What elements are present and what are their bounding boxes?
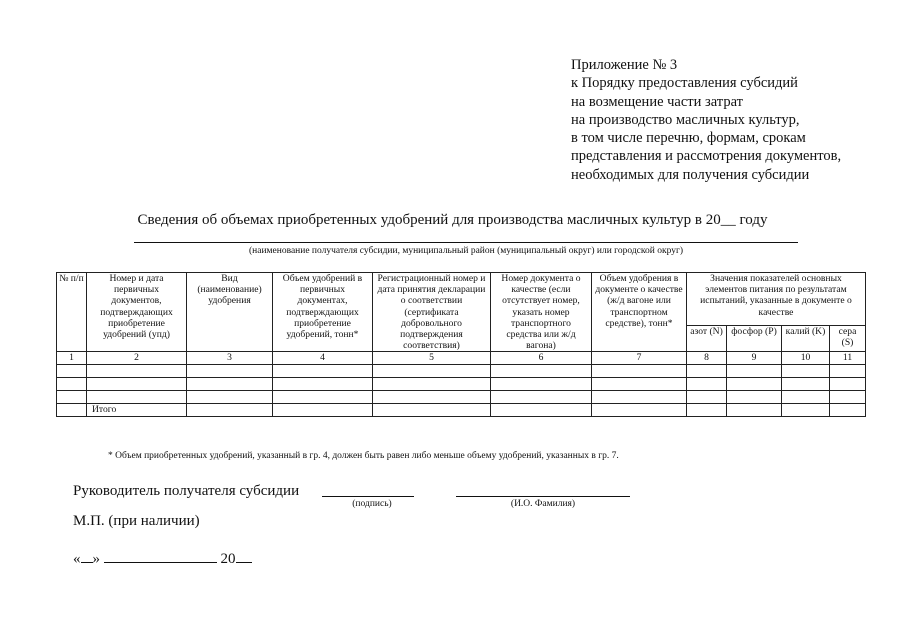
header-quality-volume: Объем удобрения в документе о качестве (ж/д вагоне или транспортном средстве), тонн* — [592, 273, 687, 352]
table-cell — [830, 378, 866, 391]
table-cell — [830, 391, 866, 404]
table-cell — [592, 378, 687, 391]
header-doc: Номер и дата первичных документов, подтверждающих приобретение удобрений (упд) — [87, 273, 187, 352]
table-cell — [57, 378, 87, 391]
appendix-block — [571, 56, 841, 184]
table-cell — [592, 404, 687, 417]
date-open-quote: « — [73, 551, 81, 567]
column-number: 7 — [592, 352, 687, 365]
header-volume: Объем удобрений в первичных документах, подтверждающих приобретение удобрений, тонн* — [273, 273, 373, 352]
day-blank — [81, 547, 93, 563]
table-cell — [373, 404, 491, 417]
table-cell — [273, 391, 373, 404]
table-cell — [87, 391, 187, 404]
table-cell — [187, 404, 273, 417]
appendix-line: необходимых для получения субсидии — [571, 166, 810, 183]
signature-label: Руководитель получателя субсидии — [73, 483, 300, 499]
table-cell — [273, 404, 373, 417]
table-cell — [187, 378, 273, 391]
header-phosphorus: фосфор (P) — [727, 325, 782, 352]
date-field — [73, 547, 252, 568]
table-cell — [373, 365, 491, 378]
signature-caption: (подпись) — [352, 499, 392, 509]
column-number: 4 — [273, 352, 373, 365]
table-cell — [830, 365, 866, 378]
table-row — [57, 378, 866, 391]
table-cell — [727, 404, 782, 417]
table-cell — [727, 365, 782, 378]
table-cell — [491, 378, 592, 391]
header-sulfur: сера (S) — [830, 325, 866, 352]
table-cell — [592, 365, 687, 378]
table-cell — [687, 365, 727, 378]
header-row — [57, 273, 866, 326]
table-cell — [187, 365, 273, 378]
table-cell — [727, 391, 782, 404]
column-number: 6 — [491, 352, 592, 365]
table-row — [57, 365, 866, 378]
table-cell — [273, 365, 373, 378]
table-cell — [782, 391, 830, 404]
table-cell — [187, 391, 273, 404]
table-cell — [57, 391, 87, 404]
stamp-label: М.П. (при наличии) — [73, 513, 200, 529]
name-caption: (И.О. Фамилия) — [510, 499, 576, 509]
fertilizer-table — [56, 272, 866, 417]
date-year-prefix: 20 — [220, 551, 236, 567]
table-cell — [592, 391, 687, 404]
appendix-line: на производство масличных культур, — [571, 111, 800, 128]
column-number: 9 — [727, 352, 782, 365]
appendix-line: на возмещение части затрат — [571, 93, 743, 110]
header-potassium: калий (K) — [782, 325, 830, 352]
column-number: 10 — [782, 352, 830, 365]
table-cell — [57, 404, 87, 417]
recipient-name-line — [134, 242, 798, 243]
table-cell — [782, 378, 830, 391]
table-cell — [687, 391, 727, 404]
table-cell — [491, 391, 592, 404]
table-cell — [727, 378, 782, 391]
column-number: 11 — [830, 352, 866, 365]
column-numbers-row — [57, 352, 866, 365]
date-close-quote: » — [92, 551, 100, 567]
document-title: Сведения об объемах приобретенных удобрений для производства масличных культур в 20__ году — [137, 212, 768, 228]
header-type: Вид (наименование) удобрения — [187, 273, 273, 352]
table-cell — [687, 378, 727, 391]
header-nitrogen: азот (N) — [687, 325, 727, 352]
appendix-line: Приложение № 3 — [571, 57, 678, 73]
table-cell — [687, 404, 727, 417]
column-number: 5 — [373, 352, 491, 365]
header-nutrients-group: Значения показателей основных элементов питания по результатам испытаний, указанные в документе о качестве — [687, 273, 866, 326]
month-blank — [104, 547, 217, 563]
column-number: 2 — [87, 352, 187, 365]
table-cell — [373, 391, 491, 404]
table-cell — [782, 365, 830, 378]
footnote: * Объем приобретенных удобрений, указанный в гр. 4, должен быть равен либо меньше объему удобрений, указанных в гр. 7. — [108, 451, 619, 461]
table-row — [57, 391, 866, 404]
table-cell — [782, 404, 830, 417]
appendix-line: в том числе перечню, формам, срокам — [571, 130, 806, 147]
appendix-line: представления и рассмотрения документов, — [571, 148, 842, 165]
table-cell — [491, 365, 592, 378]
appendix-line: к Порядку предоставления субсидий — [571, 75, 798, 92]
total-row — [57, 404, 866, 417]
header-registration: Регистрационный номер и дата принятия декларации о соответствии (сертификата добровольного подтверждения соответствия) — [373, 273, 491, 352]
column-number: 1 — [57, 352, 87, 365]
name-line — [456, 496, 630, 497]
table-cell — [273, 378, 373, 391]
column-number: 8 — [687, 352, 727, 365]
header-quality-doc: Номер документа о качестве (если отсутствует номер, указать номер транспортного средства или ж/д вагона) — [491, 273, 592, 352]
column-number: 3 — [187, 352, 273, 365]
table-cell — [87, 365, 187, 378]
table-cell — [57, 365, 87, 378]
table-cell — [373, 378, 491, 391]
table-cell — [830, 404, 866, 417]
recipient-caption: (наименование получателя субсидии, муниципальный район (муниципальный округ) или городской округ) — [248, 246, 684, 256]
total-label: Итого — [87, 404, 187, 417]
table-cell — [491, 404, 592, 417]
year-blank — [236, 547, 252, 563]
table-cell — [87, 378, 187, 391]
header-num: № п/п — [57, 273, 87, 352]
signature-line — [322, 496, 414, 497]
